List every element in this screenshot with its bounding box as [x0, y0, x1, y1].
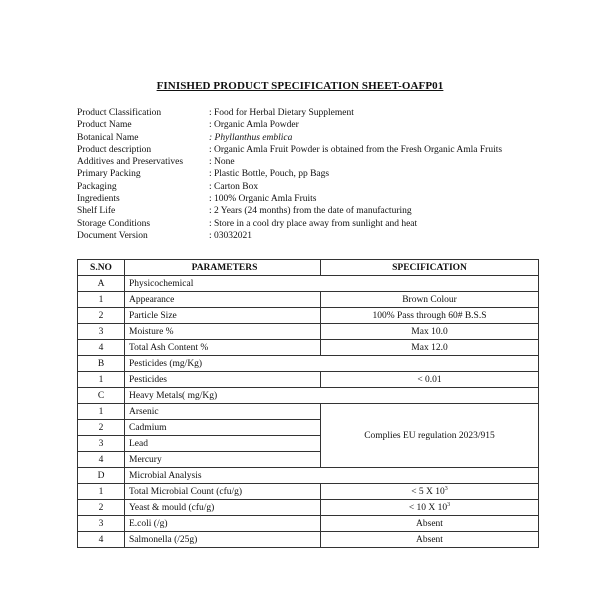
row-parameter: Yeast & mould (cfu/g): [125, 500, 321, 516]
row-number: 1: [78, 372, 125, 388]
info-value: : 2 Years (24 months) from the date of manufacturing: [209, 206, 412, 217]
info-label: Document Version: [77, 230, 148, 241]
section-name: Heavy Metals( mg/Kg): [125, 388, 539, 404]
info-row: [77, 144, 502, 156]
row-specification: 100% Pass through 60# B.S.S: [321, 308, 539, 324]
table-row: [78, 324, 539, 340]
row-specification: Absent: [321, 532, 539, 548]
row-number: 1: [78, 484, 125, 500]
header-parameters: PARAMETERS: [125, 260, 321, 276]
info-label: Ingredients: [77, 194, 120, 205]
table-row: [78, 292, 539, 308]
row-specification: [321, 484, 539, 500]
section-id: D: [78, 468, 125, 484]
info-row: [77, 132, 502, 144]
table-row: [78, 516, 539, 532]
info-row: [77, 181, 502, 193]
info-label: Additives and Preservatives: [77, 157, 184, 168]
row-number: 4: [78, 452, 125, 468]
table-row: [78, 500, 539, 516]
section-id: C: [78, 388, 125, 404]
table-row: [78, 340, 539, 356]
row-number: 2: [78, 500, 125, 516]
row-number: 3: [78, 516, 125, 532]
info-row: [77, 156, 502, 168]
info-label: Shelf Life: [77, 206, 116, 217]
header-specification: SPECIFICATION: [321, 260, 539, 276]
info-label: Product Classification: [77, 108, 162, 118]
section-row-heavy-metals: [78, 388, 539, 404]
info-row: [77, 205, 502, 217]
table-header-row: [78, 260, 539, 276]
info-row: [77, 193, 502, 205]
section-row-pesticides: [78, 356, 539, 372]
spec-exponent: 3: [447, 502, 451, 508]
row-parameter: Salmonella (/25g): [125, 532, 321, 548]
section-id: A: [78, 276, 125, 292]
row-number: 2: [78, 308, 125, 324]
row-parameter: Moisture %: [125, 324, 321, 340]
info-value: : 100% Organic Amla Fruits: [209, 194, 317, 205]
row-specification: Max 10.0: [321, 324, 539, 340]
row-parameter: Mercury: [125, 452, 321, 468]
info-row: [77, 168, 502, 180]
row-number: 1: [78, 404, 125, 420]
row-parameter: Total Ash Content %: [125, 340, 321, 356]
info-label: Storage Conditions: [77, 218, 151, 229]
row-number: 4: [78, 532, 125, 548]
row-number: 3: [78, 436, 125, 452]
row-number: 4: [78, 340, 125, 356]
row-number: 2: [78, 420, 125, 436]
table-row: [78, 484, 539, 500]
row-specification: [321, 500, 539, 516]
spec-value: < 10 X 10: [408, 503, 448, 513]
info-label: Product description: [77, 144, 152, 155]
row-parameter: Pesticides: [125, 372, 321, 388]
info-row: [77, 218, 502, 230]
document-title: FINISHED PRODUCT SPECIFICATION SHEET-OAFP01: [156, 80, 444, 92]
info-label: Botanical Name: [77, 132, 139, 143]
table-row: [78, 308, 539, 324]
info-value: : Organic Amla Fruit Powder is obtained from the Fresh Organic Amla Fruits: [209, 144, 503, 155]
info-value: : Phyllanthus emblica: [209, 132, 293, 143]
section-name: Physicochemical: [125, 276, 539, 292]
specification-table: [77, 259, 539, 548]
table-row: [78, 372, 539, 388]
info-row: [77, 230, 502, 242]
row-parameter: E.coli (/g): [125, 516, 321, 532]
info-label: Packaging: [77, 181, 117, 192]
row-parameter: Cadmium: [125, 420, 321, 436]
spec-value: < 5 X 10: [411, 487, 445, 497]
info-value: : Organic Amla Powder: [209, 120, 299, 131]
heavy-metals-specification: Complies EU regulation 2023/915: [321, 404, 539, 468]
info-value: : None: [209, 157, 235, 168]
info-label: Primary Packing: [77, 169, 141, 180]
row-parameter: Arsenic: [125, 404, 321, 420]
info-value: : Store in a cool dry place away from sunlight and heat: [209, 218, 418, 229]
section-name: Pesticides (mg/Kg): [125, 356, 539, 372]
info-value: : Food for Herbal Dietary Supplement: [209, 108, 354, 118]
info-value: : 03032021: [209, 230, 253, 241]
info-value: : Carton Box: [209, 181, 259, 192]
row-specification: Brown Colour: [321, 292, 539, 308]
info-value: : Plastic Bottle, Pouch, pp Bags: [209, 169, 330, 180]
row-parameter: Particle Size: [125, 308, 321, 324]
row-parameter: Lead: [125, 436, 321, 452]
row-specification: < 0.01: [321, 372, 539, 388]
header-sno: S.NO: [78, 260, 125, 276]
info-label: Product Name: [77, 120, 132, 131]
section-id: B: [78, 356, 125, 372]
row-specification: Max 12.0: [321, 340, 539, 356]
section-name: Microbial Analysis: [125, 468, 539, 484]
section-row-physicochemical: [78, 276, 539, 292]
info-row: [77, 119, 502, 131]
row-specification: Absent: [321, 516, 539, 532]
product-info: [77, 107, 502, 242]
row-parameter: Appearance: [125, 292, 321, 308]
row-number: 3: [78, 324, 125, 340]
table-row: [78, 404, 539, 420]
spec-exponent: 3: [444, 486, 448, 492]
row-parameter: Total Microbial Count (cfu/g): [125, 484, 321, 500]
section-row-microbial: [78, 468, 539, 484]
info-row: [77, 107, 502, 119]
table-row: [78, 532, 539, 548]
row-number: 1: [78, 292, 125, 308]
